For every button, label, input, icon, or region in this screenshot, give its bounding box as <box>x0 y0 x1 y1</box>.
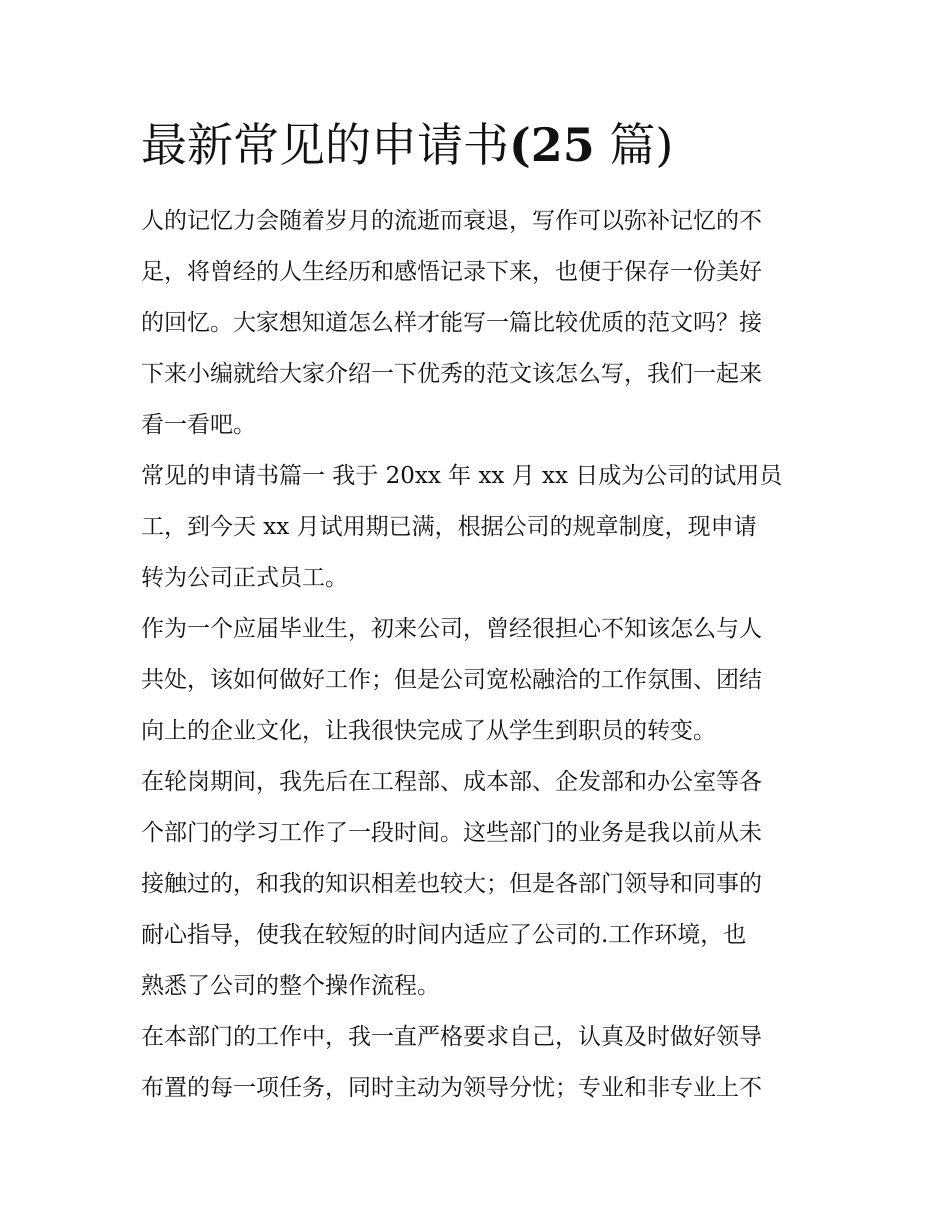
text-line: 转为公司正式员工。 <box>141 565 348 591</box>
text-line: 工，到今天 xx 月试用期已满，根据公司的规章制度，现申请 <box>141 514 757 540</box>
title-number: (25 <box>509 118 595 172</box>
text-line: 在轮岗期间，我先后在工程部、成本部、企发部和办公室等各 <box>141 769 762 795</box>
text-line: 的回忆。大家想知道怎么样才能写一篇比较优质的范文吗？接 <box>141 310 762 336</box>
title-suffix: 篇) <box>594 118 674 172</box>
text-line: 下来小编就给大家介绍一下优秀的范文该怎么写，我们一起来 <box>141 361 762 387</box>
text-line: 向上的企业文化，让我很快完成了从学生到职员的转变。 <box>141 718 716 744</box>
document-title <box>141 112 673 178</box>
text-line: 常见的申请书篇一 我于 20xx 年 xx 月 xx 日成为公司的试用员 <box>141 463 783 489</box>
title-prefix: 最新常见的申请书 <box>141 118 509 172</box>
text-line: 接触过的，和我的知识相差也较大；但是各部门领导和同事的 <box>141 871 762 897</box>
text-line: 足，将曾经的人生经历和感悟记录下来，也便于保存一份美好 <box>141 259 762 285</box>
text-line: 耐心指导，使我在较短的时间内适应了公司的.工作环境，也 <box>141 922 747 948</box>
text-line: 熟悉了公司的整个操作流程。 <box>141 973 440 999</box>
text-line: 人的记忆力会随着岁月的流逝而衰退，写作可以弥补记忆的不 <box>141 208 762 234</box>
text-line: 看一看吧。 <box>141 412 256 438</box>
document-body <box>141 196 813 1114</box>
text-line: 共处，该如何做好工作；但是公司宽松融洽的工作氛围、团结 <box>141 667 762 693</box>
text-line: 个部门的学习工作了一段时间。这些部门的业务是我以前从未 <box>141 820 762 846</box>
text-line: 布置的每一项任务，同时主动为领导分忧；专业和非专业上不 <box>141 1075 762 1101</box>
text-line: 作为一个应届毕业生，初来公司，曾经很担心不知该怎么与人 <box>141 616 762 642</box>
text-line: 在本部门的工作中，我一直严格要求自己，认真及时做好领导 <box>141 1024 762 1050</box>
